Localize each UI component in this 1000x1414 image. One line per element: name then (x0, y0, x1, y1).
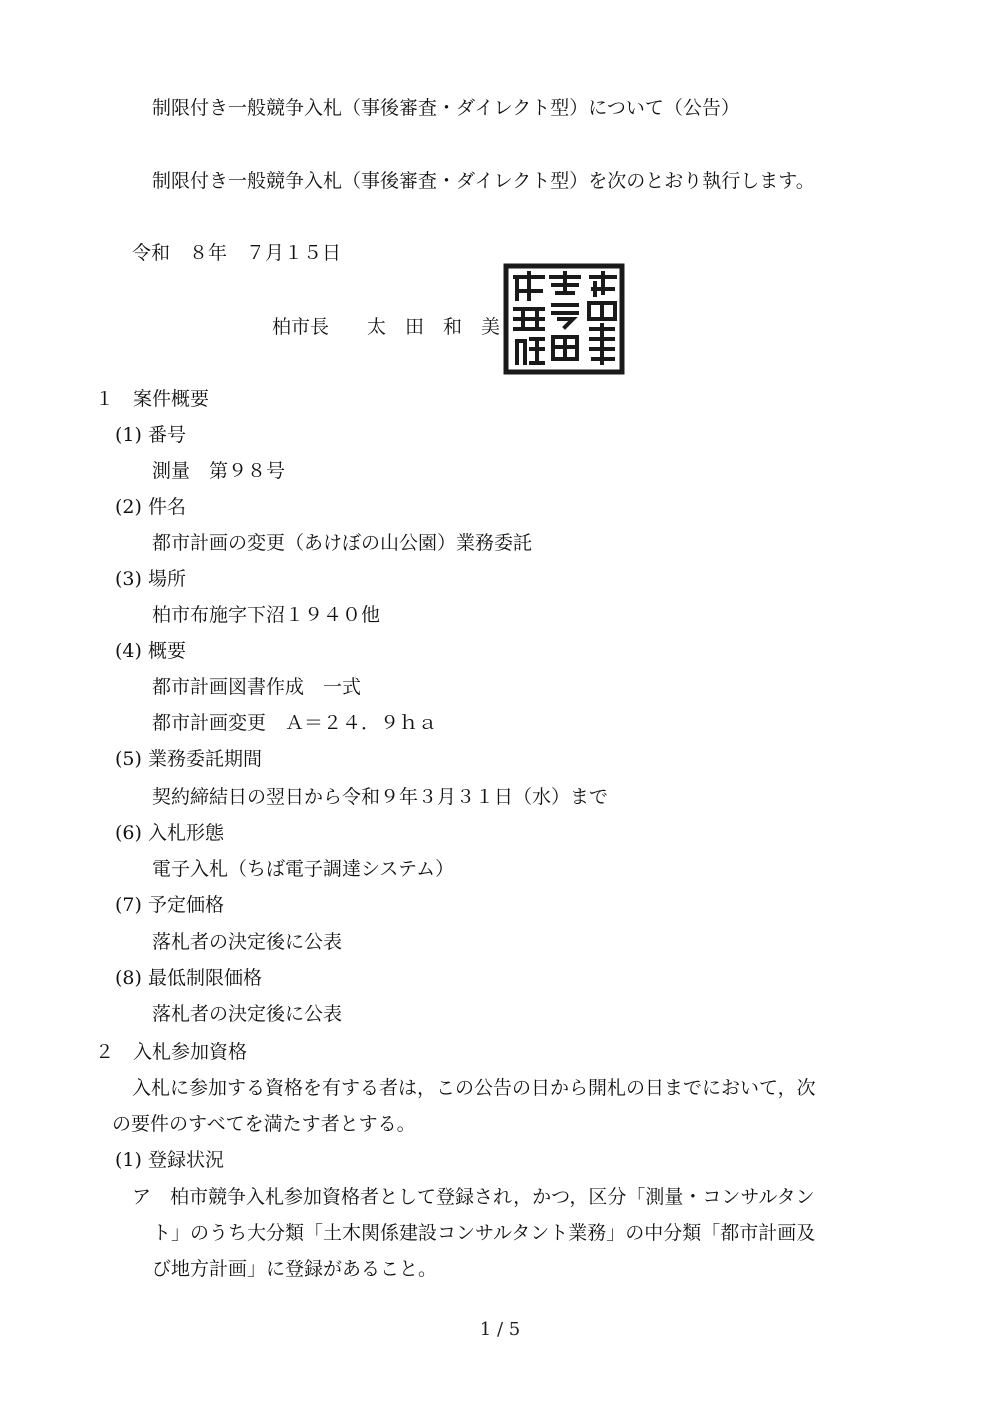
item-summary-label: (4) 概要 (115, 640, 186, 662)
item-planned-price-value: 落札者の決定後に公表 (152, 931, 343, 953)
notice-title: 制限付き一般競争入札（事後審査・ダイレクト型）について（公告） (152, 97, 740, 119)
official-seal-icon (503, 263, 625, 375)
requirement-a-line-1: ア 柏市競争入札参加資格者として登録され，かつ，区分「測量・コンサルタン (132, 1186, 815, 1208)
item-name-value: 都市計画の変更（あけぼの山公園）業務委託 (152, 532, 533, 554)
item-min-price-value: 落札者の決定後に公表 (152, 1003, 343, 1025)
signatory: 柏市長 太 田 和 美 (272, 316, 501, 338)
item-location-value: 柏市布施字下沼１９４０他 (152, 604, 381, 626)
item-bid-format-label: (6) 入札形態 (115, 822, 224, 844)
intro-text: 制限付き一般競争入札（事後審査・ダイレクト型）を次のとおり執行します。 (152, 170, 815, 192)
page-number: 1 / 5 (479, 1319, 521, 1340)
registration-status-label: (1) 登録状況 (115, 1149, 224, 1171)
item-bid-format-value: 電子入札（ちば電子調達システム） (152, 858, 455, 880)
requirement-a-line-2: ト」のうち大分類「土木関係建設コンサルタント業務」の中分類「都市計画及 (152, 1222, 816, 1244)
item-period-value: 契約締結日の翌日から令和９年３月３１日（水）まで (152, 786, 609, 808)
notice-date: 令和 ８年 ７月１５日 (132, 242, 342, 264)
requirement-a-line-3: び地方計画」に登録があること。 (152, 1258, 438, 1280)
item-summary-value-1: 都市計画図書作成 一式 (152, 676, 362, 698)
item-min-price-label: (8) 最低制限価格 (115, 967, 262, 989)
section-2-heading: ２ 入札参加資格 (95, 1041, 248, 1063)
item-summary-value-2: 都市計画変更 Ａ＝２４．９ｈａ (152, 712, 438, 734)
item-number-value: 測量 第９８号 (152, 460, 286, 482)
item-location-label: (3) 場所 (115, 568, 186, 590)
section-1-heading: １ 案件概要 (95, 388, 210, 410)
item-name-label: (2) 件名 (115, 496, 186, 518)
item-number-label: (1) 番号 (115, 424, 186, 446)
section-2-paragraph-line-2: の要件のすべてを満たす者とする。 (112, 1113, 416, 1135)
item-period-label: (5) 業務委託期間 (115, 748, 262, 770)
section-2-paragraph-line-1: 入札に参加する資格を有する者は，この公告の日から開札の日までにおいて，次 (132, 1077, 816, 1099)
item-planned-price-label: (7) 予定価格 (115, 894, 224, 916)
